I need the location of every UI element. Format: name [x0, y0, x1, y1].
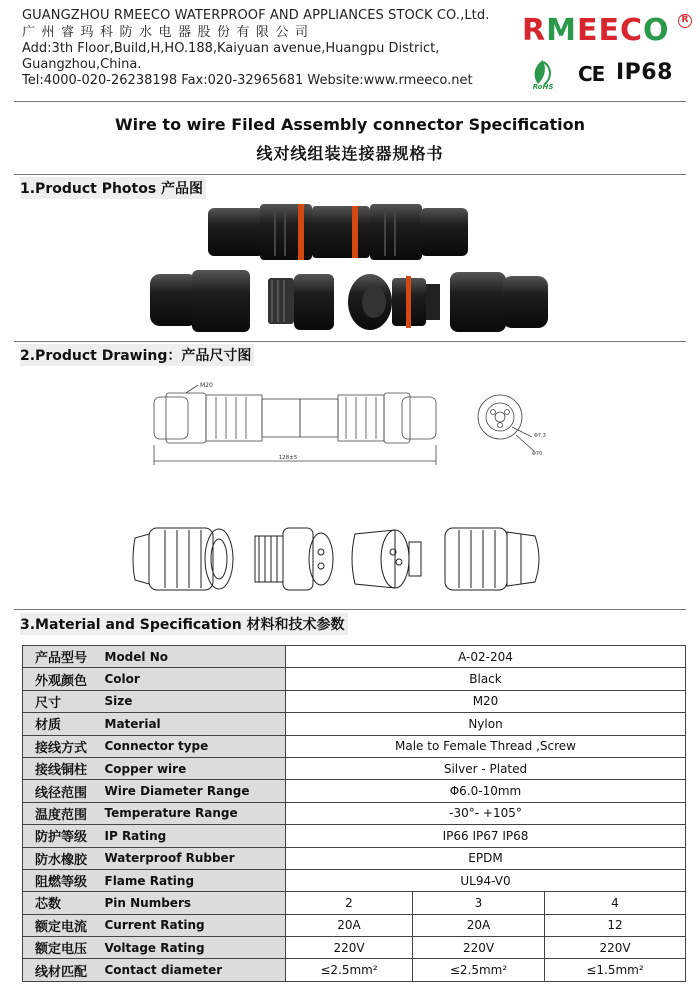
spec-label-cn: 阻燃等级 [23, 869, 101, 891]
rohs-icon [528, 58, 558, 90]
brand-name: RMEECO [522, 13, 670, 48]
spec-label-en: Size [101, 690, 286, 712]
spec-label-en: Current Rating [101, 914, 286, 936]
title-en: Wire to wire Filed Assembly connector Specification [114, 115, 586, 134]
spec-value: Male to Female Thread ,Screw [286, 735, 686, 757]
address-line-1: Add:3th Floor,Build,H,HO.188,Kaiyuan avenue,Huangpu District, [22, 41, 440, 56]
section-photos-heading: 1.Product Photos 产品图 [20, 177, 206, 199]
registered-mark: R [678, 14, 692, 28]
spec-value: 2 [286, 892, 413, 914]
section-material-heading: 3.Material and Specification 材料和技术参数 [20, 613, 348, 635]
spec-value: UL94-V0 [286, 869, 686, 891]
spec-label-en: Voltage Rating [101, 937, 286, 959]
spec-value: 220V [286, 937, 413, 959]
spec-label-cn: 防水橡胶 [23, 847, 101, 869]
table-row [23, 713, 686, 735]
table-row [23, 914, 686, 936]
title-cn: 线对线组装连接器规格书 [256, 144, 444, 163]
assembled-connector-photo [208, 204, 468, 260]
exploded-sketch [125, 518, 585, 600]
spec-label-cn: 线材匹配 [23, 959, 101, 981]
end-view [478, 395, 534, 451]
table-row [23, 869, 686, 891]
spec-value: A-02-204 [286, 646, 686, 668]
spec-value: Nylon [286, 713, 686, 735]
spec-value: 20A [413, 914, 545, 936]
company-name-cn: 广州睿玛科防水电器股份有限公司 [22, 25, 315, 40]
spec-value: 12 [545, 914, 686, 936]
section-drawing-heading: 2.Product Drawing：产品尺寸图 [20, 344, 254, 366]
spec-label-en: Temperature Range [101, 802, 286, 824]
certification-marks [528, 58, 688, 92]
table-row [23, 757, 686, 779]
spec-value: Silver - Plated [286, 757, 686, 779]
table-row [23, 735, 686, 757]
dimension-drawing [140, 375, 580, 470]
spec-value: Black [286, 668, 686, 690]
spec-label-en: Material [101, 713, 286, 735]
spec-value: 3 [413, 892, 545, 914]
spec-value: 220V [413, 937, 545, 959]
address-line-2: Guangzhou,China. [22, 57, 142, 72]
table-row [23, 892, 686, 914]
spec-label-cn: 温度范围 [23, 802, 101, 824]
table-row [23, 959, 686, 981]
spec-value: Φ6.0-10mm [286, 780, 686, 802]
spec-label-cn: 尺寸 [23, 690, 101, 712]
spec-label-cn: 线径范围 [23, 780, 101, 802]
table-row [23, 668, 686, 690]
pin-diameter-label: Φ7.3 [534, 433, 546, 439]
exploded-parts-photo [150, 270, 548, 332]
spec-label-cn: 外观颜色 [23, 668, 101, 690]
table-row [23, 646, 686, 668]
spec-label-en: Wire Diameter Range [101, 780, 286, 802]
table-row [23, 690, 686, 712]
spec-label-en: Pin Numbers [101, 892, 286, 914]
spec-value: EPDM [286, 847, 686, 869]
table-row [23, 937, 686, 959]
length-label: 128±5 [278, 455, 298, 461]
spec-label-en: Color [101, 668, 286, 690]
spec-label-cn: 防护等级 [23, 825, 101, 847]
spec-label-cn: 芯数 [23, 892, 101, 914]
spec-value: IP66 IP67 IP68 [286, 825, 686, 847]
spec-label-cn: 材质 [23, 713, 101, 735]
contact-line: Tel:4000-020-26238198 Fax:020-32965681 Website:www.rmeeco.net [22, 73, 473, 88]
spec-value: ≤1.5mm² [545, 959, 686, 981]
side-view [154, 385, 436, 465]
spec-value: M20 [286, 690, 686, 712]
company-header [22, 8, 522, 89]
ip68-mark: IP68 [616, 60, 673, 85]
header-divider [14, 101, 686, 102]
table-row [23, 847, 686, 869]
spec-label-en: Model No [101, 646, 286, 668]
spec-label-en: IP Rating [101, 825, 286, 847]
table-row [23, 825, 686, 847]
spec-label-en: Contact diameter [101, 959, 286, 981]
table-row [23, 780, 686, 802]
thread-label: M20 [200, 382, 213, 389]
spec-label-cn: 接线铜柱 [23, 757, 101, 779]
table-row [23, 802, 686, 824]
spec-label-en: Copper wire [101, 757, 286, 779]
specification-table [22, 645, 686, 982]
spec-value: ≤2.5mm² [413, 959, 545, 981]
product-photos [130, 198, 570, 340]
spec-label-en: Waterproof Rubber [101, 847, 286, 869]
spec-value: 4 [545, 892, 686, 914]
spec-label-cn: 接线方式 [23, 735, 101, 757]
spec-value: ≤2.5mm² [286, 959, 413, 981]
section-divider-2 [14, 341, 686, 342]
spec-label-cn: 额定电流 [23, 914, 101, 936]
spec-label-cn: 产品型号 [23, 646, 101, 668]
section-divider-3 [14, 609, 686, 610]
rohs-label: RoHS [532, 83, 554, 90]
spec-label-cn: 额定电压 [23, 937, 101, 959]
ce-mark: CE [578, 62, 605, 86]
spec-value: 20A [286, 914, 413, 936]
outer-diameter-label: Φ70 [532, 451, 543, 457]
spec-label-en: Flame Rating [101, 869, 286, 891]
section-divider-1 [14, 174, 686, 175]
spec-value: 220V [545, 937, 686, 959]
spec-value: -30°- +105° [286, 802, 686, 824]
spec-label-en: Connector type [101, 735, 286, 757]
rmeeco-logo [522, 14, 692, 54]
company-name-en: GUANGZHOU RMEECO WATERPROOF AND APPLIANCES STOCK CO.,Ltd. [22, 8, 490, 23]
